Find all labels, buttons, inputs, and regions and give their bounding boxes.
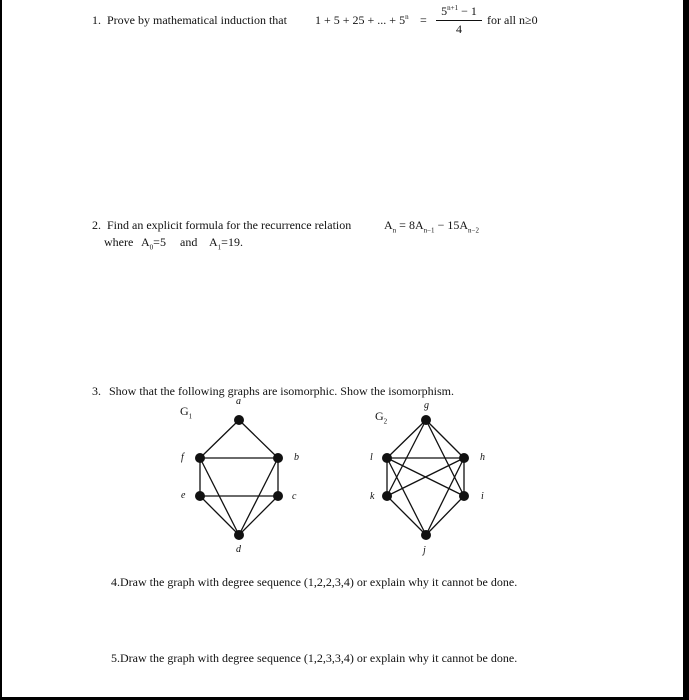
fraction-denominator: 4 [456, 22, 462, 36]
recurrence-formula: $A_n = 8A_{n-1} - 15A_{n-2}$ [384, 218, 479, 235]
vertex-a [234, 415, 244, 425]
vertex-label-k: k [370, 491, 375, 502]
vertex-label-j: j [423, 545, 426, 556]
vertex-h [459, 453, 469, 463]
question-number: 2. [92, 218, 101, 232]
vertex-label-a: a [236, 396, 241, 407]
vertex-e [195, 491, 205, 501]
equals-sign: = [420, 13, 427, 27]
vertex-f [195, 453, 205, 463]
edge-e-d [200, 496, 239, 535]
question-text: Show that the following graphs are isomorphic. Show the isomorphism. [109, 384, 454, 398]
question-text: Find an explicit formula for the recurrence relation [107, 218, 352, 232]
vertex-label-b: b [294, 452, 299, 463]
edge-k-j [387, 496, 426, 535]
question-number: 1. [92, 13, 101, 27]
vertex-j [421, 530, 431, 540]
vertex-g [421, 415, 431, 425]
question-text: Prove by mathematical induction that [107, 13, 287, 27]
vertex-label-c: c [292, 491, 297, 502]
vertex-label-d: d [236, 544, 241, 555]
fraction-numerator: $5^{n+1} - 1$ [441, 4, 477, 18]
initial-condition-0: $A_0=5$ [141, 235, 166, 252]
question-4: 4.Draw the graph with degree sequence (1,2,2,3,4) or explain why it cannot be done. [111, 575, 518, 589]
edge-l-j [387, 458, 426, 535]
vertex-k [382, 491, 392, 501]
and-label: and [180, 235, 198, 249]
vertex-label-h: h [480, 452, 485, 463]
graph-g1-label: $G_1$ [180, 404, 193, 421]
vertex-i [459, 491, 469, 501]
question-number: 3. [92, 384, 101, 398]
edge-a-b [239, 420, 278, 458]
edge-g-h [426, 420, 464, 458]
initial-condition-1: $A_1=19$. [209, 235, 243, 252]
vertex-d [234, 530, 244, 540]
edge-g-l [387, 420, 426, 458]
vertex-label-i: i [481, 491, 484, 502]
vertex-label-e: e [181, 490, 186, 501]
vertex-label-f: f [181, 452, 184, 463]
edge-c-d [239, 496, 278, 535]
graph-g1-edges [200, 420, 278, 535]
condition-text: for all n≥0 [487, 13, 538, 27]
edge-a-f [200, 420, 239, 458]
graph-g2-edges [387, 420, 464, 535]
vertex-c [273, 491, 283, 501]
edge-i-j [426, 496, 464, 535]
edge-h-j [426, 458, 464, 535]
vertex-b [273, 453, 283, 463]
vertex-l [382, 453, 392, 463]
graph-g2-label: $G_2$ [375, 409, 388, 426]
vertex-label-l: l [370, 452, 373, 463]
question-5: 5.Draw the graph with degree sequence (1,2,3,3,4) or explain why it cannot be done. [111, 651, 518, 665]
graph-g1-vertices [195, 415, 283, 540]
series-expression: 1 + 5 + 25 + ... + $5^n$ [315, 13, 409, 27]
where-label: where [104, 235, 134, 249]
vertex-label-g: g [424, 400, 429, 411]
